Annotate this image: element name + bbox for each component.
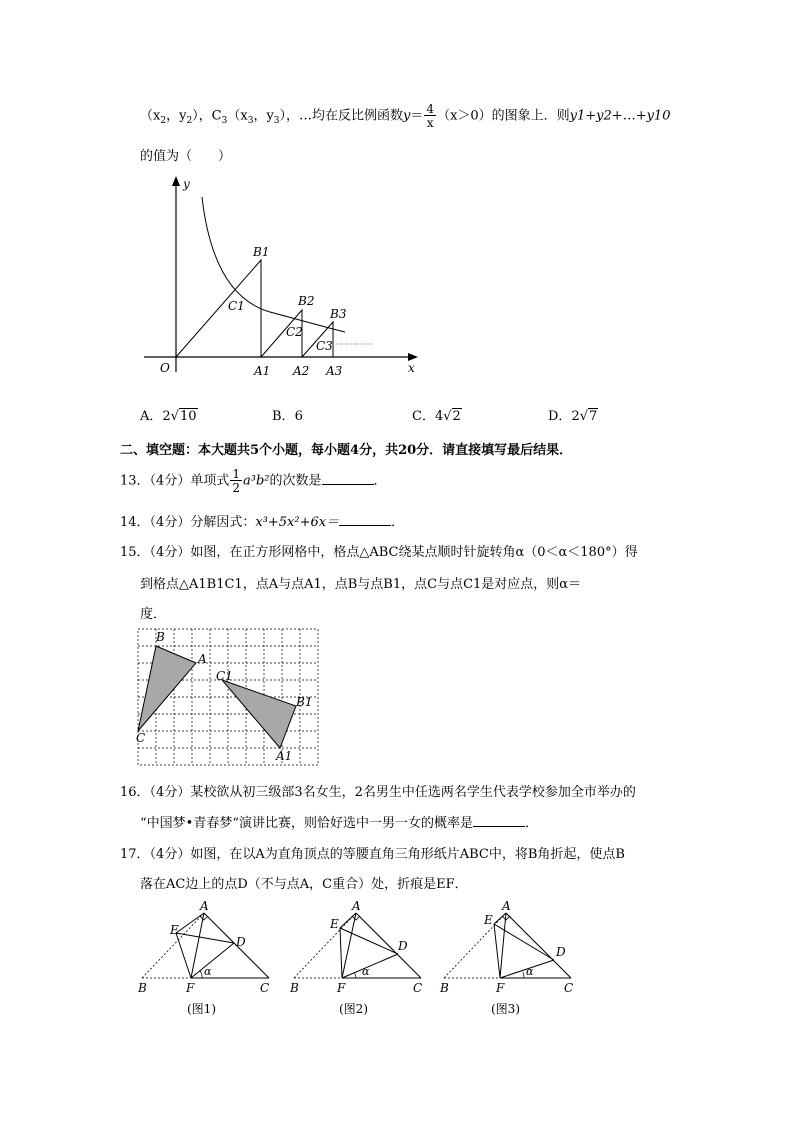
- q15-line1: 15．（4分）如图，在正方形网格中，格点△ABC绕某点顺时针旋转角α（0＜α＜180°）得: [120, 545, 638, 560]
- grid-label-A: A: [198, 652, 207, 666]
- fig2-label-E: E: [330, 917, 339, 931]
- triangle-a1b1c1: [222, 680, 296, 748]
- fig2-label-alpha: α: [362, 965, 370, 978]
- grid-label-C: C: [136, 731, 146, 745]
- fig1-label-C: C: [260, 981, 270, 995]
- label-y: y: [183, 177, 190, 191]
- fig2-label-C: C: [413, 981, 423, 995]
- fig1-label-alpha: α: [204, 965, 212, 978]
- fig3-label-C: C: [564, 981, 574, 995]
- fig3-label-A: A: [502, 899, 511, 913]
- q15-grid-figure: [134, 626, 322, 768]
- q12-graph: [140, 172, 430, 387]
- grid-label-C1: C1: [216, 669, 233, 683]
- option-b: B．6: [272, 409, 303, 424]
- label-O: O: [160, 361, 170, 375]
- option-d: D．2√7: [548, 409, 598, 424]
- fig1-label-B: B: [138, 981, 147, 995]
- fig2-label-A: A: [352, 899, 361, 913]
- fig3-label-B: B: [440, 981, 449, 995]
- label-C2: C2: [286, 325, 303, 339]
- fig1-label-A: A: [200, 899, 209, 913]
- label-B1: B1: [253, 245, 270, 259]
- fig1-label-E: E: [170, 923, 179, 937]
- label-B2: B2: [298, 294, 315, 308]
- fig2-caption: (图2): [339, 1002, 368, 1016]
- q14: 14．（4分）分解因式：x³+5x²+6x＝ ．: [120, 515, 405, 530]
- figure-1: [137, 899, 269, 1016]
- fig2-label-B: B: [290, 981, 299, 995]
- q17-line2: 落在AC边上的点D（不与点A，C重合）处，折痕是EF．: [140, 877, 468, 892]
- figure-3: [439, 899, 573, 1016]
- q13-answer-blank: [322, 472, 374, 485]
- label-C1: C1: [228, 299, 245, 313]
- section2-title: 二、填空题：本大题共5个小题，每小题4分，共20分．请直接填写最后结果．: [120, 443, 573, 458]
- fig3-label-F: F: [496, 981, 505, 995]
- fig2-label-F: F: [337, 981, 346, 995]
- q16-line2: “中国梦•青春梦“演讲比赛，则恰好选中一男一女的概率是 ．: [140, 816, 538, 831]
- q16-line1: 16．（4分）某校欲从初三级部3名女生，2名男生中任选两名学生代表学校参加全市举办的: [120, 785, 636, 800]
- fig3-label-D: D: [556, 945, 566, 959]
- option-a: A．2√10: [140, 409, 197, 424]
- label-A2: A2: [293, 364, 310, 378]
- fig3-caption: (图3): [491, 1002, 520, 1016]
- label-C3: C3: [316, 339, 333, 353]
- x-axis-arrow: [408, 353, 418, 361]
- grid-label-B1: B1: [296, 695, 313, 709]
- grid-label-B: B: [156, 630, 165, 644]
- label-x: x: [408, 361, 415, 375]
- fig1-caption: (图1): [187, 1002, 216, 1016]
- q14-answer-blank: [339, 513, 391, 526]
- triangle-1: [176, 260, 261, 357]
- fig3-label-E: E: [484, 913, 493, 927]
- y-axis-arrow: [172, 176, 180, 186]
- option-c: C．4√2: [412, 409, 461, 424]
- q15-line2: 到格点△A1B1C1，点A与点A1，点B与点B1，点C与点C1是对应点，则α＝: [140, 577, 582, 592]
- q15-line3: 度．: [140, 607, 167, 622]
- q17-line1: 17．（4分）如图，在以A为直角顶点的等腰直角三角形纸片ABC中，将B角折起，使点B: [120, 847, 625, 862]
- hyperbola-curve: [202, 197, 345, 332]
- fig2-label-D: D: [398, 939, 408, 953]
- grid-label-A1: A1: [276, 749, 293, 763]
- q12-line2: 的值为（ ）: [140, 149, 232, 164]
- label-A1: A1: [254, 364, 271, 378]
- q13: 13．（4分）单项式 $\frac{1}{2}$ a³b²的次数是 ．: [120, 467, 387, 495]
- fraction-4-over-x: $\frac{4}{x}$: [426, 102, 435, 130]
- triangle-abc: [138, 646, 196, 731]
- figure-2: [289, 899, 422, 1016]
- fig1-label-F: F: [186, 981, 195, 995]
- label-A3: A3: [326, 364, 343, 378]
- fig1-label-D: D: [236, 935, 246, 949]
- q17-figures: [134, 898, 594, 1023]
- label-B3: B3: [330, 307, 347, 321]
- q16-answer-blank: [473, 814, 525, 827]
- q12-line1: （$x_2$，$y_2$），$C_3(x_3$，$y_3$），…均在反比例函数y＝ $\frac{4}{x}$ （x＞0）的图象上．则y1+y2+…+y10: [140, 102, 671, 130]
- fig3-label-alpha: α: [526, 965, 534, 978]
